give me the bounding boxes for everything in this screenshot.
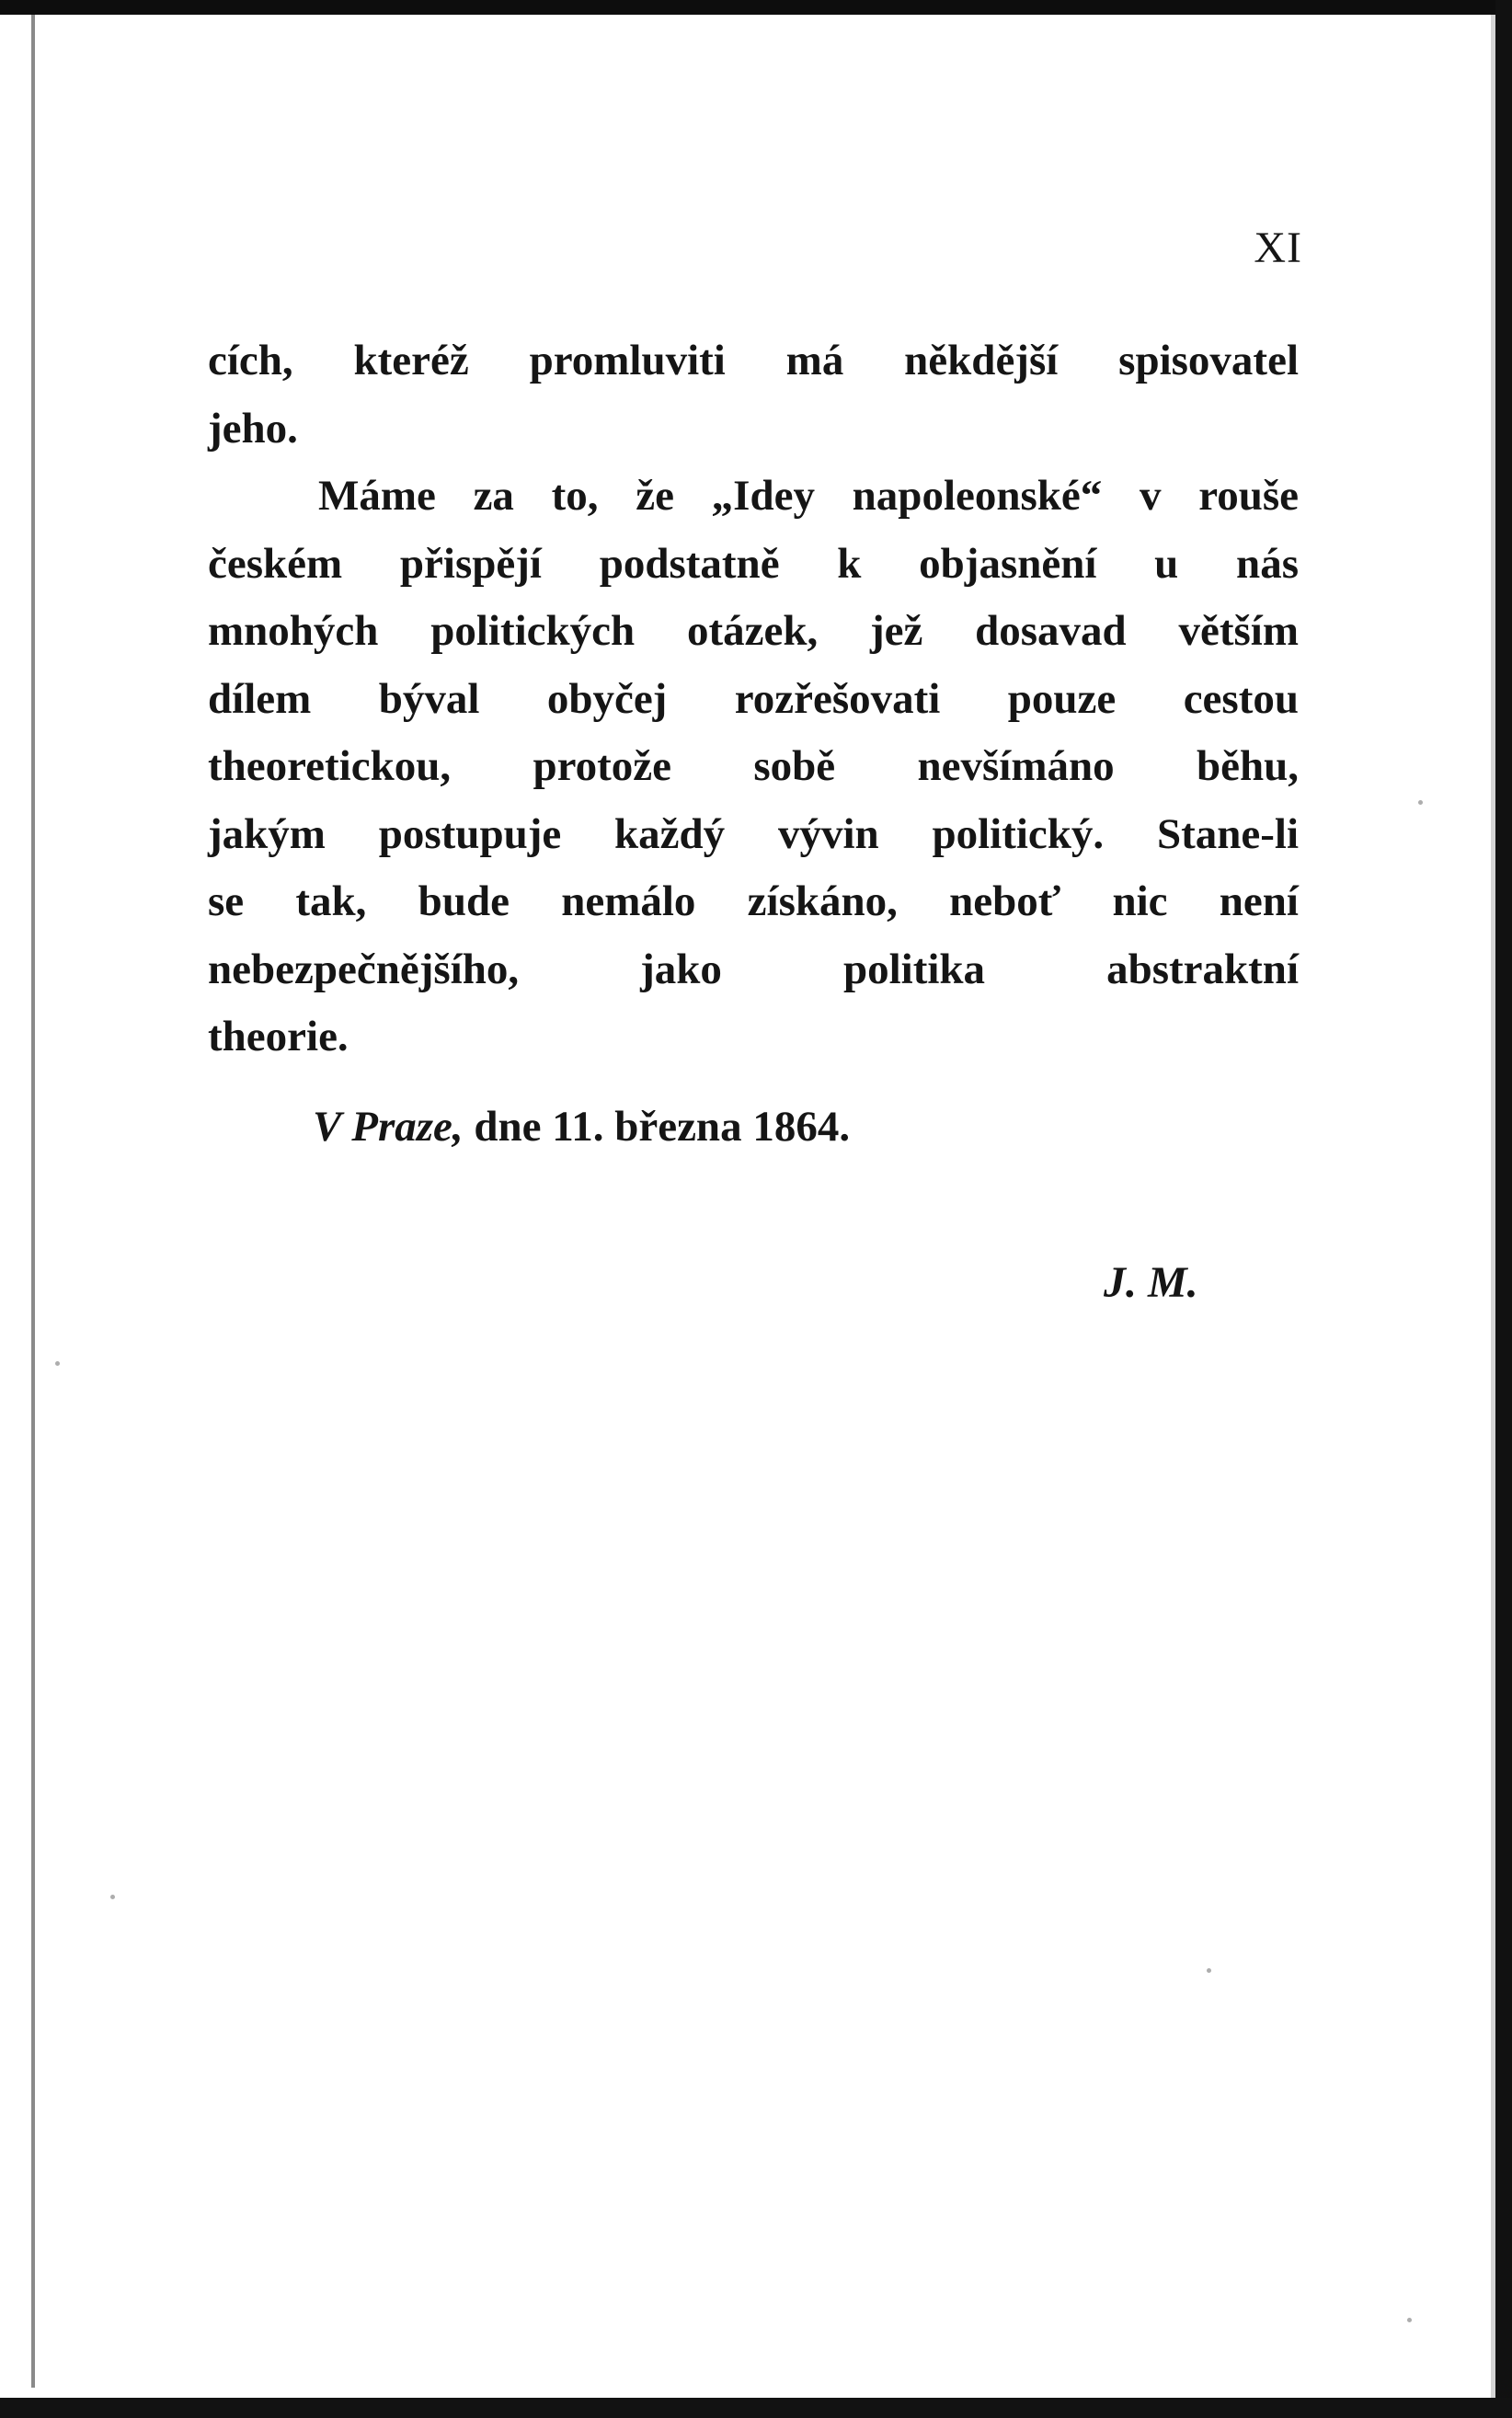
scan-speck (55, 1361, 60, 1366)
text-line: theorie. (208, 1013, 349, 1060)
scan-edge-left (31, 15, 35, 2388)
scan-speck (1407, 2318, 1412, 2322)
signature-initials: J. M. (1104, 1258, 1198, 1307)
dateline (313, 1094, 850, 1159)
text-line: dílem býval obyčej rozřešovati pouze cestou (208, 674, 1299, 723)
scan-edge-top (0, 0, 1512, 15)
text-line: cích, kteréž promluviti má někdější spisovatel (208, 337, 1299, 384)
text-line: jakým postupuje každý vývin politický. Stane-li (208, 809, 1299, 858)
scan-edge-right (1495, 0, 1512, 2418)
page-number: XI (1254, 223, 1302, 272)
scan-speck (1207, 1968, 1211, 1973)
text-line: nebezpečnějšího, jako politika abstraktní (208, 945, 1299, 993)
body-text (208, 327, 1299, 1071)
scan-edge-bottom (0, 2398, 1512, 2418)
text-line: theoretickou, protože sobě nevšímáno běhu, (208, 742, 1299, 790)
scan-edge-right-shadow (1491, 15, 1495, 2406)
text-line: mnohých politických otázek, jež dosavad větším (208, 607, 1299, 655)
text-line: českém přispějí podstatně k objasnění u nás (208, 539, 1299, 588)
scan-speck (110, 1895, 115, 1899)
text-line: se tak, bude nemálo získáno, neboť nic není (208, 877, 1299, 925)
dateline-place: V Praze, (313, 1103, 464, 1151)
paragraph-first-line: Máme za to, že „Idey napoleonské“ v rouše (318, 472, 1299, 520)
text-line: jeho. (208, 404, 298, 453)
dateline-date: dne 11. března 1864. (474, 1103, 851, 1151)
scan-speck (1418, 800, 1423, 805)
